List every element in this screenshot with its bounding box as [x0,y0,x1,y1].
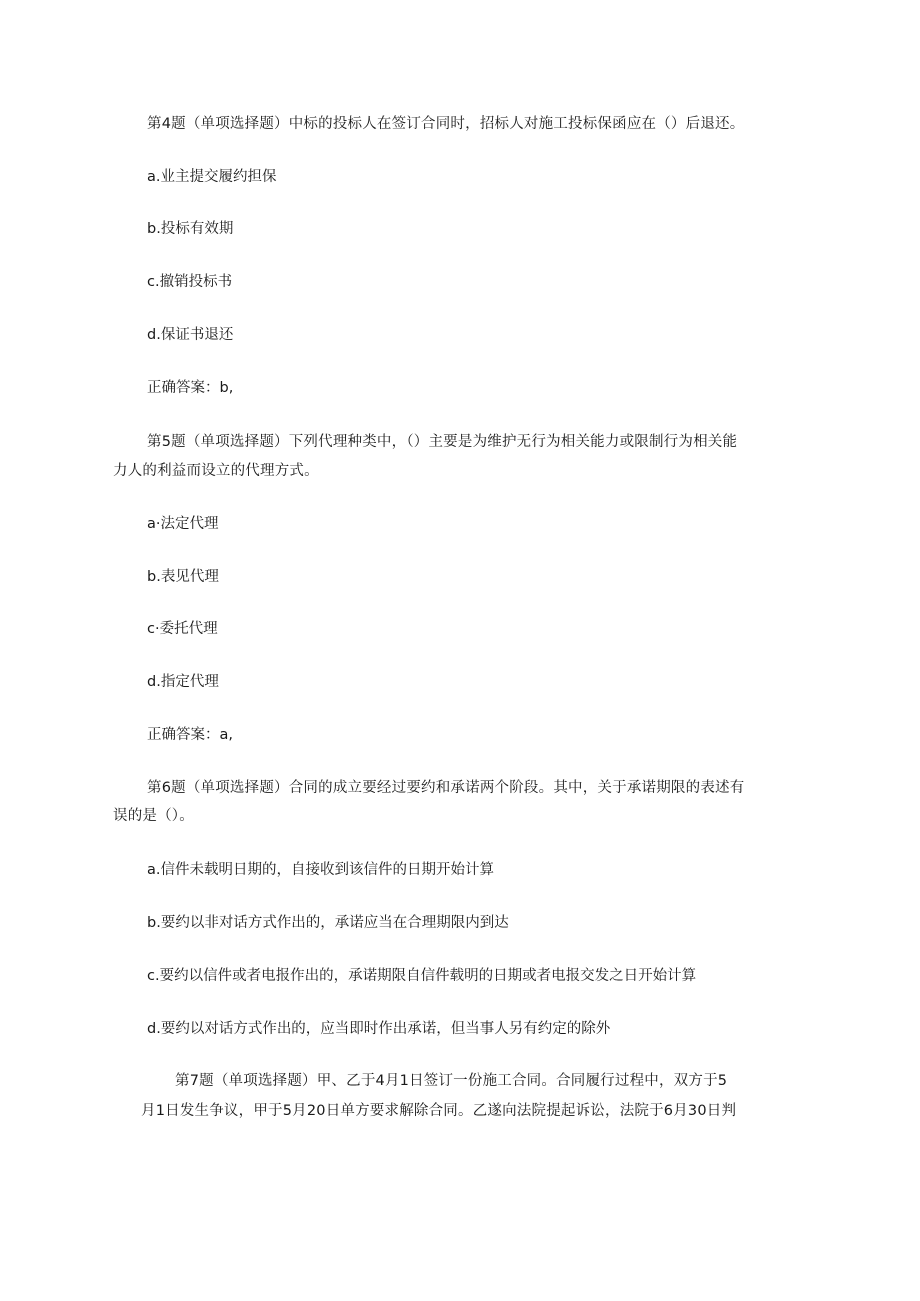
question-5-option-d: d.指定代理 [147,674,219,690]
question-5-option-b: b.表见代理 [147,569,219,585]
question-6-option-b: b.要约以非对话方式作出的，承诺应当在合理期限内到达 [147,915,509,931]
question-5-option-c: c·委托代理 [147,621,218,637]
question-5-stem-line-1: 第5题（单项选择题）下列代理种类中，（）主要是为维护无行为相关能力或限制行为相关能 [147,434,738,450]
question-5-option-a: a·法定代理 [147,516,219,532]
question-6-stem-line-2: 误的是（）。 [113,808,194,824]
question-7-stem-line-2: 月1日发生争议，甲于5月20日单方要求解除合同。乙遂向法院提起诉讼，法院于6月30日判 [141,1103,737,1119]
question-4-stem-line-1: 第4题（单项选择题）中标的投标人在签订合同时，招标人对施工投标保函应在（）后退还。 [147,116,745,132]
question-5-stem-line-2: 力人的利益而设立的代理方式。 [113,463,319,479]
question-4-answer: 正确答案：b, [147,380,234,396]
question-7-stem-line-1: 第7题（单项选择题）甲、乙于4月1日签订一份施工合同。合同履行过程中，双方于5 [175,1073,728,1089]
question-4-option-c: c.撤销投标书 [147,274,233,290]
question-6-stem-line-1: 第6题（单项选择题）合同的成立要经过要约和承诺两个阶段。其中，关于承诺期限的表述有 [147,780,745,796]
question-4-option-d: d.保证书退还 [147,327,234,343]
question-5-answer: 正确答案：a, [147,727,233,743]
question-6-option-c: c.要约以信件或者电报作出的，承诺期限自信件载明的日期或者电报交发之日开始计算 [147,968,697,984]
question-6-option-d: d.要约以对话方式作出的，应当即时作出承诺，但当事人另有约定的除外 [147,1021,611,1037]
question-4-option-a: a.业主提交履约担保 [147,169,277,185]
question-4-option-b: b.投标有效期 [147,221,234,237]
question-6-option-a: a.信件未载明日期的，自接收到该信件的日期开始计算 [147,862,494,878]
